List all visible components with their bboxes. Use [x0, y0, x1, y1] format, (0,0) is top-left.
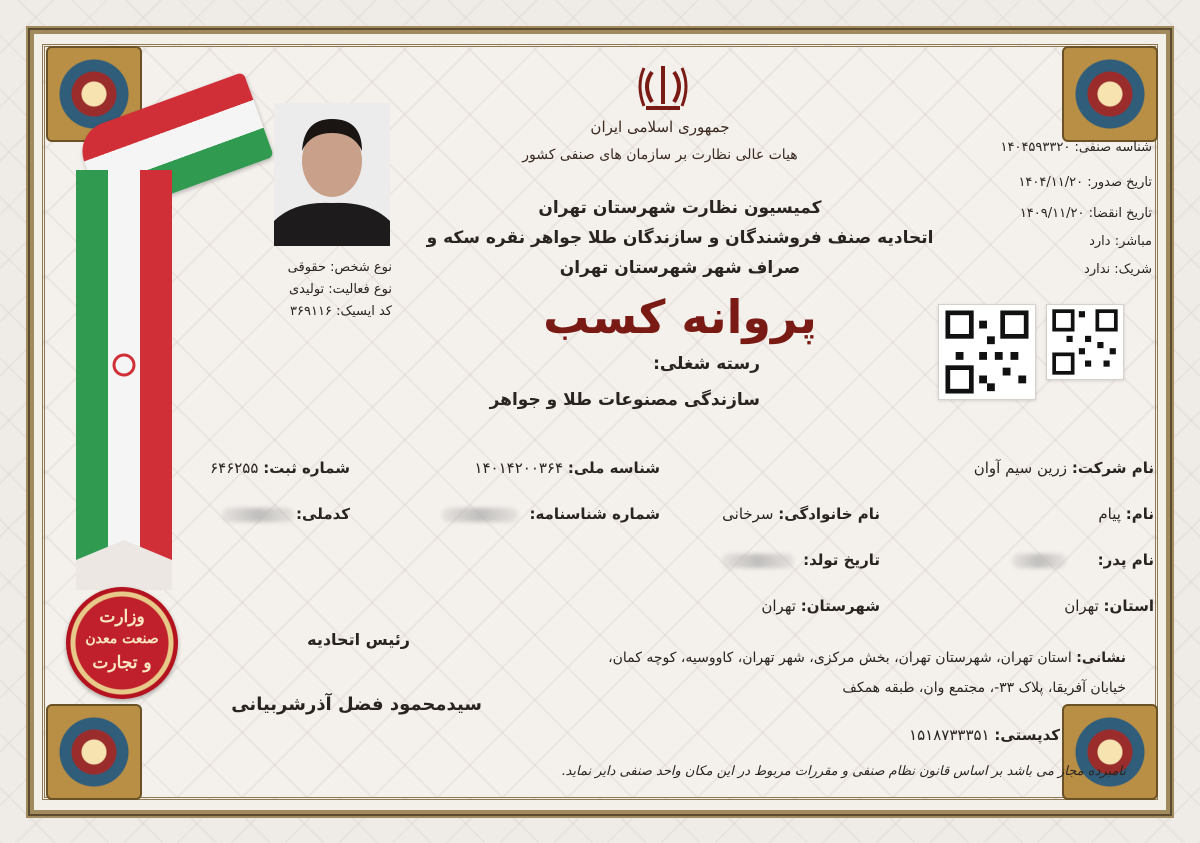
ministry-seal	[66, 587, 178, 699]
seal-line-1: وزارت	[99, 607, 145, 627]
melli-code-redacted	[222, 508, 294, 522]
expiry-date-value: ۱۴۰۹/۱۱/۲۰	[1019, 206, 1085, 221]
address-line-2: خیابان آفریقا، پلاک ۳۳-، مجتمع وان، طبقه همکف	[842, 680, 1126, 696]
birthdate-redacted	[722, 554, 794, 568]
activity-type-label: نوع فعالیت:	[328, 282, 392, 297]
license-row-partner	[1084, 262, 1152, 277]
family-row	[690, 505, 880, 523]
activity-type-row	[230, 282, 392, 297]
isic-code-label: کد ایسیک:	[336, 304, 392, 319]
person-type-label: نوع شخص:	[330, 260, 392, 275]
address-line-1: استان تهران، شهرستان تهران، بخش مرکزی، شهر تهران، کاووسیه، کوچه کمان،	[608, 650, 1072, 666]
person-type-row	[230, 260, 392, 275]
city-row	[700, 597, 880, 615]
family-value: سرخانی	[722, 505, 774, 523]
id-number-row	[520, 505, 660, 523]
country-name: جمهوری اسلامی ایران	[590, 118, 730, 136]
seal-line-3: و تجارت	[92, 653, 152, 673]
supervisor-label: مباشر:	[1114, 234, 1152, 249]
family-label: نام خانوادگی:	[778, 505, 880, 523]
father-label: نام پدر:	[1097, 551, 1154, 569]
qr-code-2	[1046, 304, 1124, 380]
authority-name: هیات عالی نظارت بر سازمان های صنفی کشور	[522, 147, 798, 163]
license-row-guild-id	[1001, 140, 1153, 155]
company-label: نام شرکت:	[1071, 459, 1154, 477]
header-line-3: صراف شهر شهرستان تهران	[559, 258, 801, 278]
issue-date-value: ۱۴۰۴/۱۱/۲۰	[1018, 175, 1084, 190]
qr-code-1	[938, 304, 1036, 400]
header-line-1: کمیسیون نظارت شهرستان تهران	[538, 198, 822, 218]
emblem-icon	[636, 60, 690, 112]
job-category-value: سازندگی مصنوعات طلا و جواهر	[489, 390, 760, 410]
isic-code-value: ۳۶۹۱۱۶	[290, 304, 332, 319]
melli-code-label: کدملی:	[296, 505, 350, 523]
birthdate-row	[780, 551, 880, 569]
job-category-label: رسته شغلی:	[653, 354, 760, 374]
expiry-date-label: تاریخ انقضا:	[1088, 206, 1152, 221]
national-id-value: ۱۴۰۱۴۲۰۰۳۶۴	[474, 459, 564, 477]
guild-id-label: شناسه صنفی:	[1074, 140, 1152, 155]
company-row	[974, 459, 1154, 477]
activity-type-value: تولیدی	[288, 282, 325, 297]
corner-ornament-bottom-left	[46, 704, 142, 800]
postal-row	[860, 726, 1060, 744]
name-label: نام:	[1125, 505, 1154, 523]
license-row-issue-date	[1018, 175, 1152, 190]
id-number-label: شماره شناسنامه:	[529, 505, 660, 523]
issue-date-label: تاریخ صدور:	[1087, 175, 1152, 190]
header-line-2: اتحادیه صنف فروشندگان و سازندگان طلا جواهر نقره سکه و	[426, 228, 934, 248]
registration-label: شماره ثبت:	[263, 459, 350, 477]
birthdate-label: تاریخ تولد:	[803, 551, 880, 569]
corner-ornament-top-right	[1062, 46, 1158, 142]
city-label: شهرستان:	[800, 597, 880, 615]
isic-code-row	[230, 304, 392, 319]
seal-line-2: صنعت معدن	[85, 631, 159, 647]
address-label: نشانی:	[1076, 650, 1126, 666]
license-row-expiry-date	[1020, 206, 1152, 221]
postal-label: کدپستی:	[994, 726, 1060, 744]
holder-photo	[274, 103, 390, 246]
national-id-row	[460, 459, 660, 477]
registration-value: ۶۴۶۲۵۵	[210, 459, 259, 477]
id-number-redacted	[442, 508, 518, 522]
melli-code-row	[296, 505, 350, 523]
name-row	[1098, 505, 1154, 523]
iran-flag-ribbon	[76, 170, 172, 590]
postal-value: ۱۵۱۸۷۳۳۳۵۱	[909, 726, 990, 744]
certificate-title: پروانه کسب	[543, 290, 817, 344]
guild-id-value: ۱۴۰۴۵۹۳۳۲۰	[1000, 140, 1071, 155]
license-row-supervisor	[1089, 234, 1152, 249]
name-value: پیام	[1098, 505, 1121, 523]
father-row	[1098, 551, 1154, 569]
address-row	[500, 650, 1126, 666]
partner-label: شریک:	[1114, 262, 1152, 277]
supervisor-value: دارد	[1089, 234, 1111, 249]
footer-note: نامبرده مجاز می باشد بر اساس قانون نظام صنفی و مقررات مربوط در این مکان واحد صنفی دایر نماید.	[561, 764, 1126, 779]
partner-value: ندارد	[1084, 262, 1111, 277]
company-value: زرین سیم آوان	[973, 459, 1068, 477]
registration-row	[200, 459, 350, 477]
province-label: استان:	[1103, 597, 1154, 615]
city-value: تهران	[761, 597, 796, 615]
province-row	[1064, 597, 1154, 615]
father-name-redacted	[1012, 554, 1066, 568]
signature-name: سیدمحمود فضل آذرشربیانی	[231, 694, 482, 715]
signature-role: رئیس اتحادیه	[307, 630, 410, 649]
person-type-value: حقوقی	[287, 260, 327, 275]
corner-ornament-bottom-right	[1062, 704, 1158, 800]
national-id-label: شناسه ملی:	[567, 459, 660, 477]
province-value: تهران	[1064, 597, 1099, 615]
